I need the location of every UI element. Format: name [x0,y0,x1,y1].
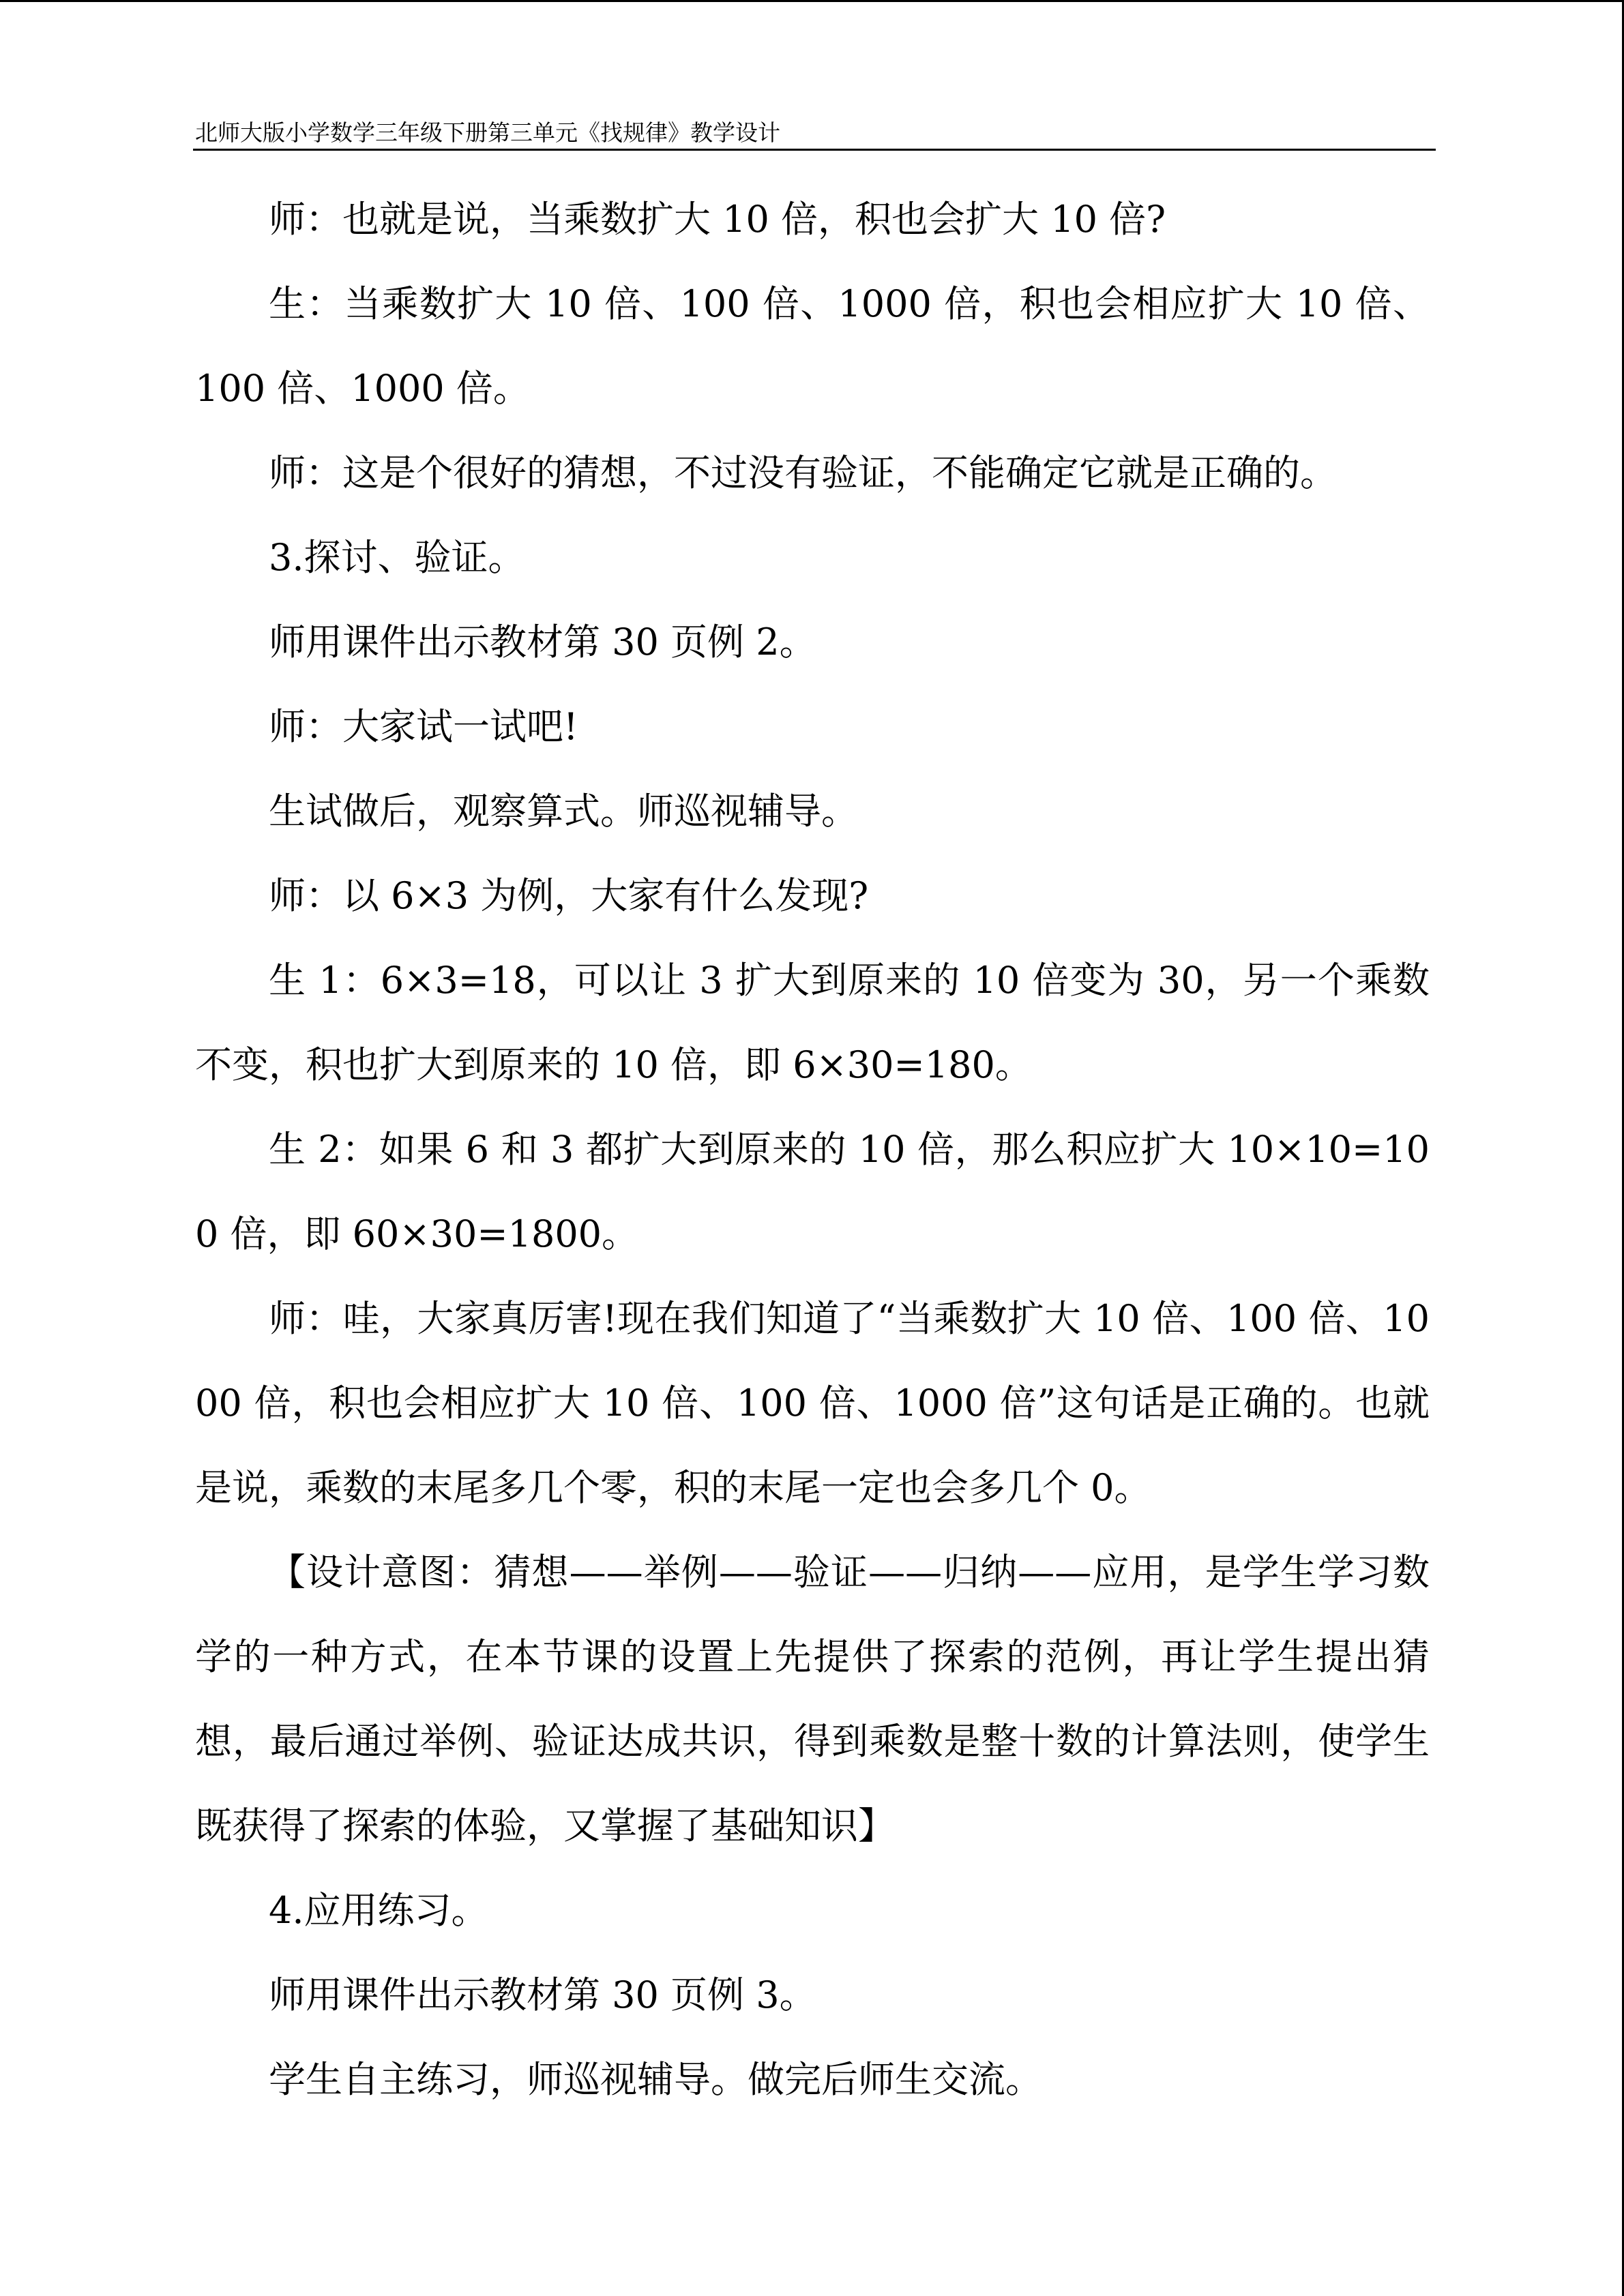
paragraph: 生 2：如果 6 和 3 都扩大到原来的 10 倍，那么积应扩大 10×10=100 倍，即 60×30=1800。 [195,1128,1430,1255]
paragraph: 生试做后，观察算式。师巡视辅导。 [269,790,858,833]
paragraph: 师用课件出示教材第 30 页例 2。 [269,621,816,664]
design-intent-note: 【设计意图：猜想——举例——验证——归纳——应用，是学生学习数学的一种方式，在本节课的设置上先提供了探索的范例，再让学生提出猜想，最后通过举例、验证达成共识，得到乘数是整十数的计算法则，使学生既获得了探索的体验，又掌握了基础知识】 [195,1551,1430,1847]
paragraph: 学生自主练习，师巡视辅导。做完后师生交流。 [269,2058,1042,2101]
running-header: 北师大版小学数学三年级下册第三单元《找规律》教学设计 [195,119,780,146]
paragraph: 师：哇，大家真厉害!现在我们知道了“当乘数扩大 10 倍、100 倍、1000 倍，积也会相应扩大 10 倍、100 倍、1000 倍”这句话是正确的。也就是说，乘数的末尾多几个零，积的末尾一定也会多几个 0。 [195,1297,1430,1509]
paragraph: 生：当乘数扩大 10 倍、100 倍、1000 倍，积也会相应扩大 10 倍、100 倍、1000 倍。 [195,282,1430,410]
paragraph: 生 1：6×3=18，可以让 3 扩大到原来的 10 倍变为 30，另一个乘数不变，积也扩大到原来的 10 倍，即 6×30=180。 [195,959,1430,1086]
paragraph: 师用课件出示教材第 30 页例 3。 [269,1973,816,2016]
paragraph: 师：以 6×3 为例，大家有什么发现? [269,874,869,917]
section-heading: 3.探讨、验证。 [269,536,525,579]
header-rule [193,149,1436,151]
section-heading: 4.应用练习。 [269,1889,488,1932]
paragraph: 师：大家试一试吧! [269,705,578,748]
document-body [195,177,1430,2122]
paragraph: 师：这是个很好的猜想，不过没有验证，不能确定它就是正确的。 [269,451,1337,494]
paragraph: 师：也就是说，当乘数扩大 10 倍，积也会扩大 10 倍? [269,198,1166,241]
